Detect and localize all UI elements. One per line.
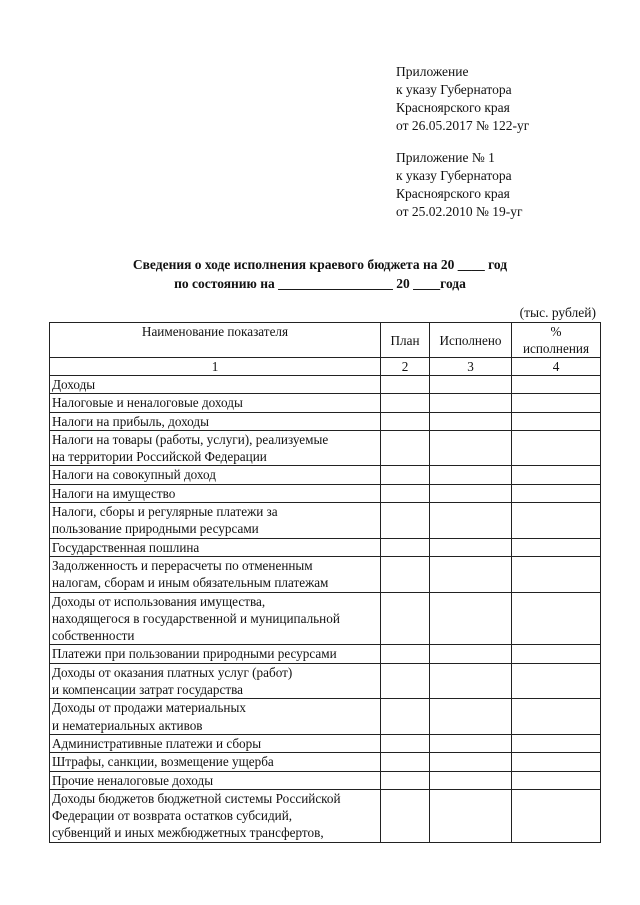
percent-cell[interactable] (512, 503, 601, 539)
percent-cell[interactable] (512, 466, 601, 484)
indicator-name-line: Доходы от оказания платных услуг (работ) (52, 664, 293, 680)
indicator-name-line: Налоги на имущество (52, 485, 176, 501)
plan-cell[interactable] (381, 663, 430, 699)
indicator-name-line: субвенций и иных межбюджетных трансфертов, (52, 825, 324, 841)
table-row (50, 789, 601, 842)
indicator-name-line: Платежи при пользовании природными ресурсами (52, 646, 337, 662)
column-number: 4 (512, 358, 601, 376)
executed-cell[interactable] (430, 503, 512, 539)
plan-cell[interactable] (381, 484, 430, 502)
executed-cell[interactable] (430, 484, 512, 502)
indicator-name-cell (50, 753, 381, 771)
indicator-name-line: Федерации от возврата остатков субсидий, (52, 808, 293, 824)
plan-cell[interactable] (381, 753, 430, 771)
annex-line: к указу Губернатора (396, 82, 512, 97)
table-row (50, 503, 601, 539)
annex-line: Приложение № 1 (396, 150, 495, 165)
title-line-1: Сведения о ходе исполнения краевого бюджета на 20 ____ год (132, 257, 508, 272)
percent-cell[interactable] (512, 645, 601, 663)
title-line-2: по состоянию на _________________ 20 ____года (174, 276, 466, 291)
indicator-name-line: находящегося в государственной и муниципальной (52, 610, 340, 626)
annex-line: к указу Губернатора (396, 168, 512, 183)
table-row (50, 394, 601, 412)
percent-cell[interactable] (512, 376, 601, 394)
table-row (50, 556, 601, 592)
budget-execution-table (49, 322, 601, 843)
indicator-name-line: Налоги на товары (работы, услуги), реализуемые (52, 431, 329, 447)
table-row (50, 430, 601, 466)
plan-cell[interactable] (381, 503, 430, 539)
indicator-name-cell (50, 645, 381, 663)
executed-cell[interactable] (430, 699, 512, 735)
executed-cell[interactable] (430, 556, 512, 592)
table-row (50, 538, 601, 556)
table-row (50, 734, 601, 752)
indicator-name-line: Доходы от использования имущества, (52, 593, 266, 609)
percent-cell[interactable] (512, 430, 601, 466)
column-number: 1 (50, 358, 381, 376)
plan-cell[interactable] (381, 592, 430, 645)
indicator-name-line: пользование природными ресурсами (52, 521, 259, 537)
indicator-name-cell (50, 734, 381, 752)
annex-line: от 25.02.2010 № 19-уг (396, 204, 523, 219)
executed-cell[interactable] (430, 430, 512, 466)
plan-cell[interactable] (381, 466, 430, 484)
table-row (50, 412, 601, 430)
indicator-name-cell (50, 538, 381, 556)
indicator-name-line: налогам, сборам и иным обязательным платежам (52, 575, 329, 591)
indicator-name-cell (50, 430, 381, 466)
plan-cell[interactable] (381, 645, 430, 663)
indicator-name-line: на территории Российской Федерации (52, 449, 267, 465)
executed-cell[interactable] (430, 376, 512, 394)
plan-cell[interactable] (381, 699, 430, 735)
indicator-name-line: Прочие неналоговые доходы (52, 772, 214, 788)
plan-cell[interactable] (381, 430, 430, 466)
table-row (50, 592, 601, 645)
table-row (50, 699, 601, 735)
percent-cell[interactable] (512, 663, 601, 699)
header-percent (512, 323, 601, 358)
table-row (50, 484, 601, 502)
indicator-name-line: Налоги на прибыль, доходы (52, 413, 209, 429)
header-percent-line: исполнения (522, 341, 590, 356)
indicator-name-line: Задолженность и перерасчеты по отмененным (52, 557, 313, 573)
indicator-name-cell (50, 466, 381, 484)
indicator-name-line: Штрафы, санкции, возмещение ущерба (52, 754, 274, 770)
indicator-name-cell (50, 412, 381, 430)
table-row (50, 376, 601, 394)
indicator-name-line: Административные платежи и сборы (52, 735, 262, 751)
table-row (50, 645, 601, 663)
indicator-name-cell (50, 699, 381, 735)
indicator-name-line: Налоги на совокупный доход (52, 467, 216, 483)
indicator-name-cell (50, 556, 381, 592)
executed-cell[interactable] (430, 753, 512, 771)
indicator-name-line: и нематериальных активов (52, 717, 203, 733)
plan-cell[interactable] (381, 538, 430, 556)
column-number-row (50, 358, 601, 376)
header-plan: План (381, 323, 430, 358)
plan-cell[interactable] (381, 376, 430, 394)
header-percent-line: % (550, 324, 562, 339)
annex-original-reference (396, 149, 626, 221)
column-number: 2 (381, 358, 430, 376)
percent-cell[interactable] (512, 734, 601, 752)
indicator-name-cell (50, 503, 381, 539)
indicator-name-cell (50, 376, 381, 394)
table-row (50, 466, 601, 484)
executed-cell[interactable] (430, 538, 512, 556)
percent-cell[interactable] (512, 556, 601, 592)
indicator-name-line: Доходы от продажи материальных (52, 700, 246, 716)
percent-cell[interactable] (512, 699, 601, 735)
executed-cell[interactable] (430, 466, 512, 484)
document-title (0, 255, 640, 293)
indicator-name-line: Налоги, сборы и регулярные платежи за (52, 504, 278, 520)
indicator-name-line: Налоговые и неналоговые доходы (52, 395, 243, 411)
indicator-name-line: собственности (52, 628, 135, 644)
percent-cell[interactable] (512, 789, 601, 842)
units-label: (тыс. рублей) (519, 305, 596, 320)
indicator-name-cell (50, 484, 381, 502)
indicator-name-cell (50, 592, 381, 645)
plan-cell[interactable] (381, 394, 430, 412)
percent-cell[interactable] (512, 771, 601, 789)
executed-cell[interactable] (430, 789, 512, 842)
executed-cell[interactable] (430, 412, 512, 430)
header-executed: Исполнено (430, 323, 512, 358)
annex-line: Красноярского края (396, 186, 510, 201)
indicator-name-line: Доходы (52, 377, 96, 392)
percent-cell[interactable] (512, 412, 601, 430)
indicator-name-cell (50, 663, 381, 699)
executed-cell[interactable] (430, 771, 512, 789)
percent-cell[interactable] (512, 484, 601, 502)
table-row (50, 663, 601, 699)
executed-cell[interactable] (430, 734, 512, 752)
plan-cell[interactable] (381, 412, 430, 430)
executed-cell[interactable] (430, 663, 512, 699)
plan-cell[interactable] (381, 771, 430, 789)
executed-cell[interactable] (430, 394, 512, 412)
percent-cell[interactable] (512, 753, 601, 771)
indicator-name-line: и компенсации затрат государства (52, 682, 244, 698)
executed-cell[interactable] (430, 592, 512, 645)
indicator-name-cell (50, 771, 381, 789)
annex-line: Приложение (396, 64, 469, 79)
plan-cell[interactable] (381, 556, 430, 592)
table-row (50, 771, 601, 789)
indicator-name-line: Доходы бюджетов бюджетной системы Российской (52, 790, 341, 806)
indicator-name-cell (50, 394, 381, 412)
percent-cell[interactable] (512, 394, 601, 412)
percent-cell[interactable] (512, 538, 601, 556)
plan-cell[interactable] (381, 789, 430, 842)
executed-cell[interactable] (430, 645, 512, 663)
annex-current-reference (396, 63, 626, 135)
annex-line: Красноярского края (396, 100, 510, 115)
table-row (50, 753, 601, 771)
plan-cell[interactable] (381, 734, 430, 752)
column-number: 3 (430, 358, 512, 376)
header-indicator: Наименование показателя (50, 323, 381, 358)
indicator-name-cell (50, 789, 381, 842)
percent-cell[interactable] (512, 592, 601, 645)
indicator-name-line: Государственная пошлина (52, 539, 200, 555)
annex-line: от 26.05.2017 № 122-уг (396, 118, 530, 133)
table-header-row (50, 323, 601, 358)
